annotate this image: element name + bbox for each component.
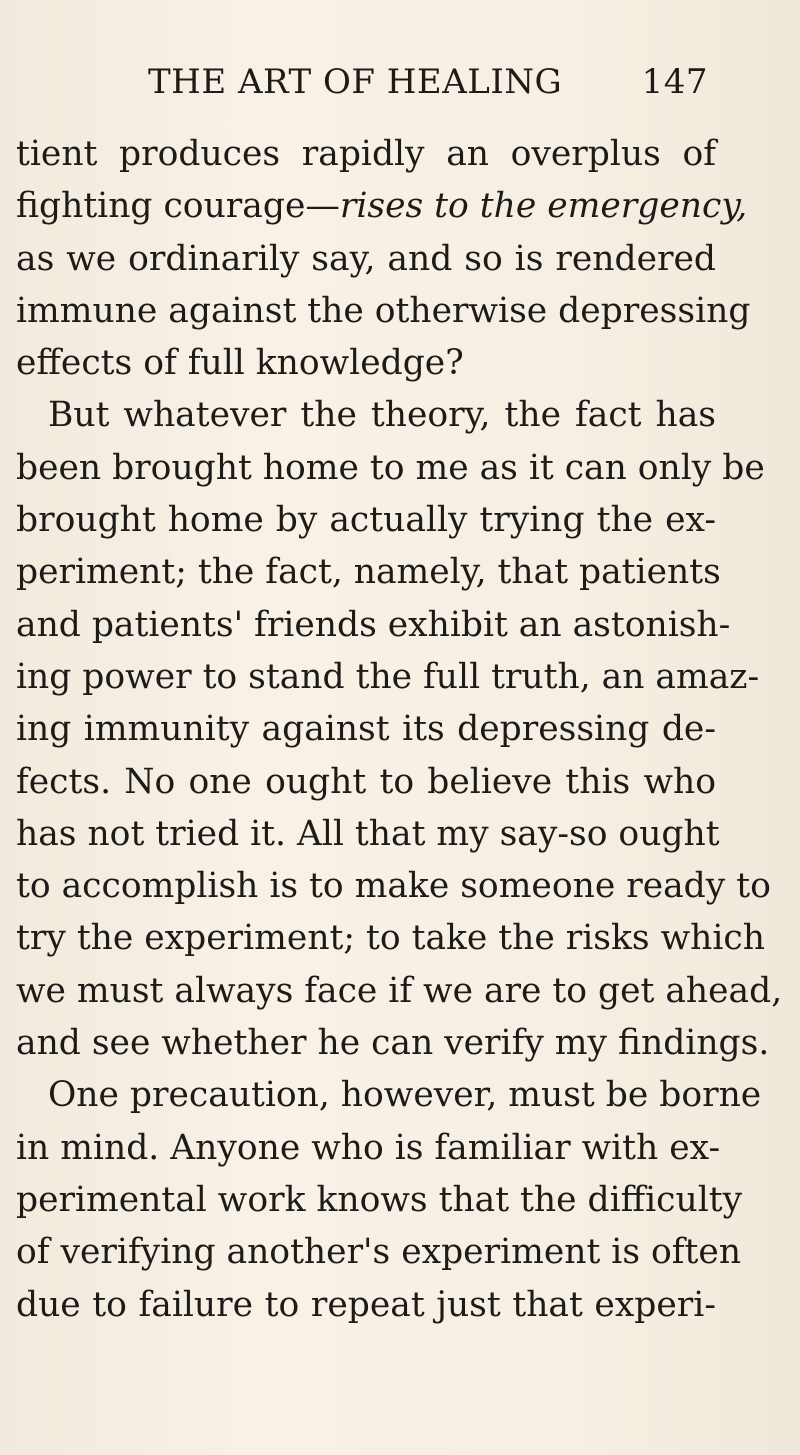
text-line: we must always face if we are to get ahead, [16,970,783,1011]
text-line: periment; the fact, namely, that patients [16,552,721,593]
text-line: in mind. Anyone who is familiar with ex- [16,1127,721,1168]
body-text [16,128,783,1331]
text-line: has not tried it. All that my say-so ought [16,813,720,854]
paragraph-start-line: One precaution, however, must be borne [48,1075,762,1116]
text-line: ing power to stand the full truth, an amaz- [16,656,760,697]
text-line: and see whether he can verify my findings. [16,1023,770,1064]
text-line: of verifying another's experiment is often [16,1232,742,1273]
text-line: fects. No one ought to believe this who [16,761,716,802]
text-line: fighting courage—rises to the emergency, [16,186,748,227]
page-number: 147 [641,62,708,102]
text-line: immune against the otherwise depressing [16,290,751,331]
running-head-title: THE ART OF HEALING [148,62,563,102]
text-line: and patients' friends exhibit an astonish- [16,604,731,645]
text-line: tient produces rapidly an overplus of [16,134,716,174]
text-line: due to failure to repeat just that experi- [16,1284,716,1325]
text-line: perimental work knows that the difficulty [16,1179,743,1220]
text-line: as we ordinarily say, and so is rendered [16,238,716,279]
paragraph-start-line: But whatever the theory, the fact has [48,395,716,436]
text-line: ing immunity against its depressing de- [16,709,716,750]
text-line: been brought home to me as it can only be [16,447,765,488]
italic-phrase: rises to the emergency, [339,186,748,227]
running-head [148,62,708,112]
text-line: try the experiment; to take the risks which [16,918,765,959]
text-line: to accomplish is to make someone ready to [16,866,771,907]
text-line: effects of full knowledge? [16,343,464,384]
text-line: brought home by actually trying the ex- [16,500,716,541]
